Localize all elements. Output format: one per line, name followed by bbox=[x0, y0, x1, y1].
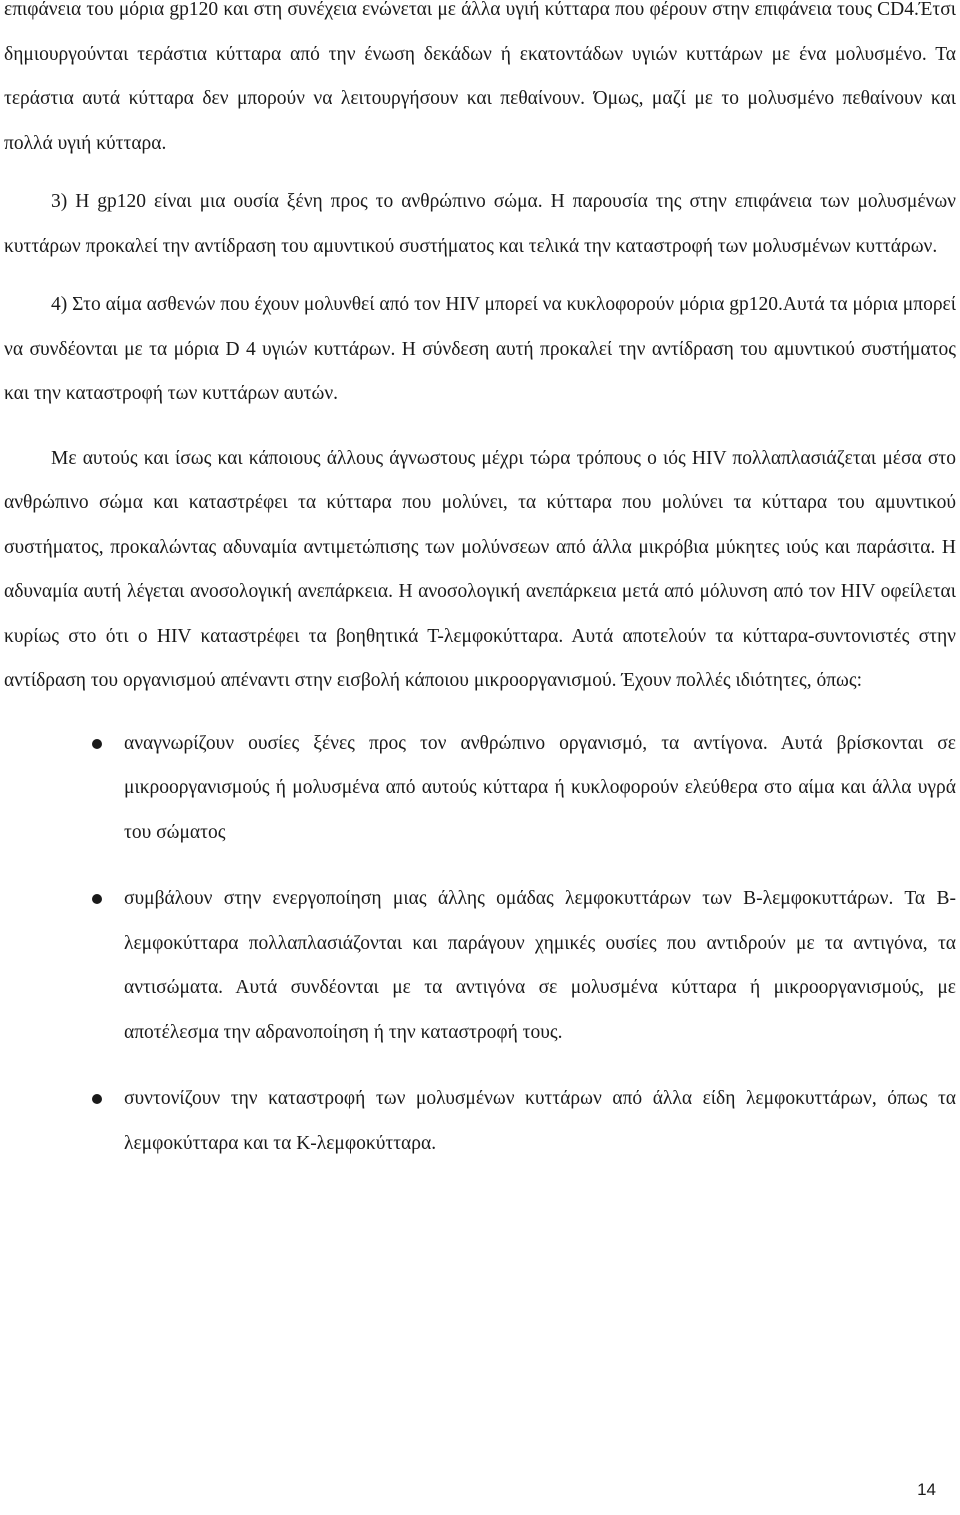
page-number: 14 bbox=[917, 1480, 936, 1499]
bullet-icon bbox=[92, 1094, 102, 1104]
paragraph-summary: Με αυτούς και ίσως και κάποιους άλλους άγνωστους μέχρι τώρα τρόπους ο ιός HIV πολλαπλασιάζεται μέσα στο ανθρώπινο σώμα και καταστρέφει τα κύτταρα που μολύνει, τα κύτταρα που μολύνει τα κύτταρα του αμυντικού συστήματος, προκαλώντας αδυναμία αντιμετώπισης των μολύνσεων από άλλα μικρόβια μύκητες ιούς και παράσιτα. Η αδυναμία αυτή λέγεται ανοσολογική ανεπάρκεια. Η ανοσολογική ανεπάρκεια μετά από μόλυνση από τον HIV οφείλεται κυρίως στο ότι ο HIV καταστρέφει τα βοηθητικά Τ-λεμφοκύτταρα. Αυτά αποτελούν τα κύτταρα-συντονιστές στην αντίδραση του οργανισμού απέναντι στην εισβολή κάποιου μικροοργανισμού. Έχουν πολλές ιδιότητες, όπως: bbox=[4, 447, 956, 691]
paragraph-item-4: 4) Στο αίμα ασθενών που έχουν μολυνθεί από τον HIV μπορεί να κυκλοφορούν μόρια gp120.Αυτά τα μόρια μπορεί να συνδέονται με τα μόρια D 4 υγιών κυττάρων. Η σύνδεση αυτή προκαλεί την αντίδραση του αμυντικού συστήματος και την καταστροφή των κυττάρων αυτών. bbox=[4, 294, 956, 404]
list-item bbox=[4, 722, 956, 856]
list-item bbox=[4, 877, 956, 1055]
paragraph-continuation: επιφάνεια του μόρια gp120 και στη συνέχεια ενώνεται με άλλα υγιή κύτταρα που φέρουν στην επιφάνεια τους CD4.Έτσι δημιουργούνται τεράστια κύτταρα από την ένωση δεκάδων ή εκατοντάδων υγιών κυττάρων με ένα μολυσμένο. Τα τεράστια αυτά κύτταρα δεν μπορούν να λειτουργήσουν και πεθαίνουν. Όμως, μαζί με το μολυσμένο πεθαίνουν και πολλά υγιή κύτταρα. bbox=[4, 0, 956, 154]
paragraph-item-3: 3) Η gp120 είναι μια ουσία ξένη προς το ανθρώπινο σώμα. Η παρουσία της στην επιφάνεια των μολυσμένων κυττάρων προκαλεί την αντίδραση του αμυντικού συστήματος και τελικά την καταστροφή των μολυσμένων κυττάρων. bbox=[4, 191, 956, 257]
list-item-text: συμβάλουν στην ενεργοποίηση μιας άλλης ομάδας λεμφοκυττάρων των Β-λεμφοκυττάρων. Τα Β-λεμφοκύτταρα πολλαπλασιάζονται και παράγουν χημικές ουσίες που αντιδρούν με τα αντιγόνα, τα αντισώματα. Αυτά συνδέονται με τα αντιγόνα σε μολυσμένα κύτταρα ή μικροοργανισμούς, με αποτέλεσμα την αδρανοποίηση ή την καταστροφή τους. bbox=[124, 888, 956, 1043]
list-item-text: αναγνωρίζουν ουσίες ξένες προς τον ανθρώπινο οργανισμό, τα αντίγονα. Αυτά βρίσκονται σε μικροοργανισμούς ή μολυσμένα από αυτούς κύτταρα ή κυκλοφορούν ελεύθερα στο αίμα και άλλα υγρά του σώματος bbox=[124, 732, 956, 843]
bullet-icon bbox=[92, 894, 102, 904]
document-page bbox=[4, 0, 956, 1166]
properties-list bbox=[4, 722, 956, 1167]
bullet-icon bbox=[92, 739, 102, 749]
list-item bbox=[4, 1077, 956, 1166]
list-item-text: συντονίζουν την καταστροφή των μολυσμένων κυττάρων από άλλα είδη λεμφοκυττάρων, όπως τα λεμφοκύτταρα και τα Κ-λεμφοκύτταρα. bbox=[124, 1088, 956, 1154]
